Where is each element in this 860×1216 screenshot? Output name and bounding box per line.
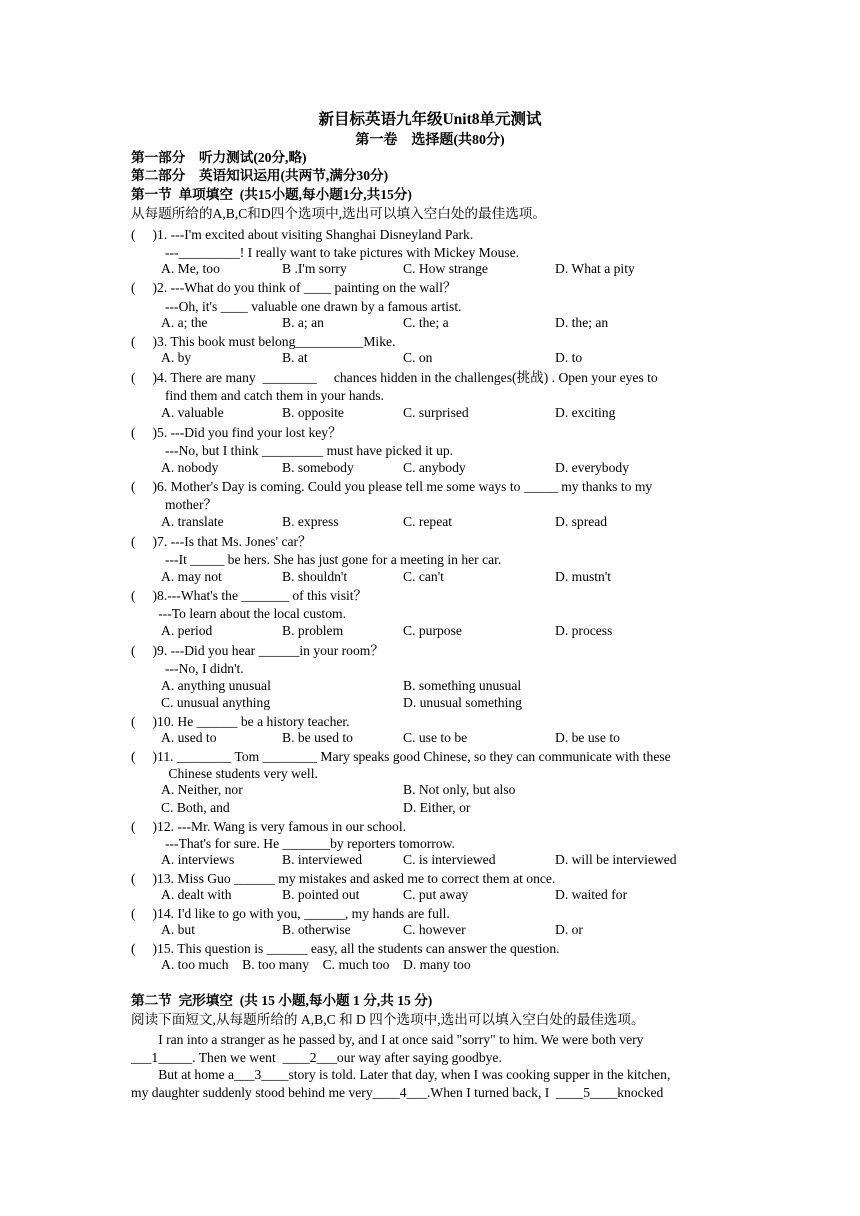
question-line: mother？ (131, 497, 218, 512)
option: A. anything unusual (161, 678, 271, 693)
option: C. on (403, 350, 433, 365)
option: B. Not only, but also (403, 782, 516, 797)
question-line: ( )15. This question is ______ easy, all the students can answer the question. (131, 941, 560, 956)
question-line: ( )11. ________ Tom ________ Mary speaks good Chinese, so they can communicate with these (131, 749, 671, 764)
option: C. put away (403, 887, 469, 902)
option: B. otherwise (282, 922, 351, 937)
passage-line: ___1_____. Then we went ____2___our way after saying goodbye. (131, 1050, 502, 1065)
option: A. a; the (161, 315, 208, 330)
option: D. mustn't (555, 569, 612, 584)
option: B. be used to (282, 730, 353, 745)
page-title: 新目标英语九年级Unit8单元测试 (318, 111, 542, 128)
option: B .I'm sorry (282, 261, 347, 276)
question-line: ( )6. Mother's Day is coming. Could you please tell me some ways to _____ my thanks to my (131, 479, 653, 494)
option: D. spread (555, 514, 608, 529)
option: B. interviewed (282, 852, 363, 867)
question-line: ---_________! I really want to take pictures with Mickey Mouse. (131, 245, 520, 260)
question-line: ( )5. ---Did you find your lost key？ (131, 425, 342, 440)
option: C. use to be (403, 730, 468, 745)
option: A. nobody (161, 460, 219, 475)
section-2-heading: 第二节 完形填空 (共 15 小题,每小题 1 分,共 15 分) (131, 993, 433, 1008)
option: B. express (282, 514, 339, 529)
question-line: ---It _____ be hers. She has just gone for a meeting in her car. (131, 552, 502, 567)
option: D. be use to (555, 730, 620, 745)
option: A. interviews (161, 852, 235, 867)
passage-line: I ran into a stranger as he passed by, and I at once said "sorry" to him. We were both very (131, 1032, 644, 1047)
question-line: ---No, but I think _________ must have picked it up. (131, 443, 454, 458)
option: A. by (161, 350, 192, 365)
option: A. valuable (161, 405, 224, 420)
option: A. used to (161, 730, 217, 745)
option: C. unusual anything (161, 695, 271, 710)
option: A. may not (161, 569, 222, 584)
option: B. pointed out (282, 887, 360, 902)
option: A. Neither, nor (161, 782, 243, 797)
option: C. however (403, 922, 466, 937)
question-line: ( )8.---What's the _______ of this visit？ (131, 588, 368, 603)
option: D. everybody (555, 460, 629, 475)
passage-line: my daughter suddenly stood behind me very____4___.When I turned back, I ____5____knocked (131, 1085, 664, 1100)
option: A. translate (161, 514, 224, 529)
option: A. Me, too (161, 261, 220, 276)
option: B. shouldn't (282, 569, 348, 584)
question-line: ---To learn about the local custom. (131, 606, 346, 621)
question-line: ( )3. This book must belong__________Mike. (131, 334, 396, 349)
option: C. surprised (403, 405, 469, 420)
question-line: find them and catch them in your hands. (131, 388, 384, 403)
option: D. What a pity (555, 261, 635, 276)
question-line: ( )4. There are many ________ chances hidden in the challenges(挑战) . Open your eyes to (131, 370, 658, 385)
option: D. waited for (555, 887, 628, 902)
question-line: ( )1. ---I'm excited about visiting Shanghai Disneyland Park. (131, 227, 474, 242)
option: D. Either, or (403, 800, 471, 815)
section-1-instructions: 从每题所给的A,B,C和D四个选项中,选出可以填入空白处的最佳选项。 (131, 206, 546, 221)
option: D. process (555, 623, 613, 638)
option: A. but (161, 922, 195, 937)
option: B. a; an (282, 315, 324, 330)
question-line: ( )10. He ______ be a history teacher. (131, 714, 350, 729)
section-1-heading: 第一节 单项填空 (共15小题,每小题1分,共15分) (131, 187, 412, 202)
question-line: ( )12. ---Mr. Wang is very famous in our school. (131, 819, 407, 834)
option: D. unusual something (403, 695, 522, 710)
section-2-instructions: 阅读下面短文,从每题所给的 A,B,C 和 D 四个选项中,选出可以填入空白处的最佳选项。 (131, 1012, 645, 1027)
question-line: ( )13. Miss Guo ______ my mistakes and asked me to correct them at once. (131, 871, 556, 886)
option: B. at (282, 350, 308, 365)
passage-line: But at home a___3____story is told. Later that day, when I was cooking supper in the kitchen, (131, 1067, 671, 1082)
option: A. too much B. too many C. much too D. many too (161, 957, 471, 972)
option: D. to (555, 350, 583, 365)
option: D. exciting (555, 405, 616, 420)
option: C. purpose (403, 623, 462, 638)
question-line: ---That's for sure. He _______by reporters tomorrow. (131, 836, 455, 851)
option: B. opposite (282, 405, 344, 420)
section-part1: 第一部分 听力测试(20分,略) (131, 150, 307, 165)
question-line: ---No, I didn't. (131, 661, 244, 676)
option: A. period (161, 623, 213, 638)
question-line: ( )14. I'd like to go with you, ______, my hands are full. (131, 906, 450, 921)
option: B. something unusual (403, 678, 522, 693)
option: C. the; a (403, 315, 449, 330)
option: D. will be interviewed (555, 852, 677, 867)
option: C. can't (403, 569, 444, 584)
option: C. How strange (403, 261, 488, 276)
question-line: ( )7. ---Is that Ms. Jones' car？ (131, 534, 312, 549)
option: C. anybody (403, 460, 466, 475)
question-line: ---Oh, it's ____ valuable one drawn by a famous artist. (131, 299, 462, 314)
option: C. Both, and (161, 800, 230, 815)
option: D. or (555, 922, 583, 937)
question-line: ( )2. ---What do you think of ____ painting on the wall？ (131, 280, 457, 295)
option: A. dealt with (161, 887, 232, 902)
question-line: ( )9. ---Did you hear ______in your room？ (131, 643, 384, 658)
section-part2: 第二部分 英语知识运用(共两节,满分30分) (131, 168, 389, 183)
page-subtitle: 第一卷 选择题(共80分) (355, 133, 505, 148)
option: C. repeat (403, 514, 453, 529)
option: B. problem (282, 623, 344, 638)
option: B. somebody (282, 460, 354, 475)
option: D. the; an (555, 315, 609, 330)
question-line: Chinese students very well. (131, 766, 318, 781)
option: C. is interviewed (403, 852, 496, 867)
